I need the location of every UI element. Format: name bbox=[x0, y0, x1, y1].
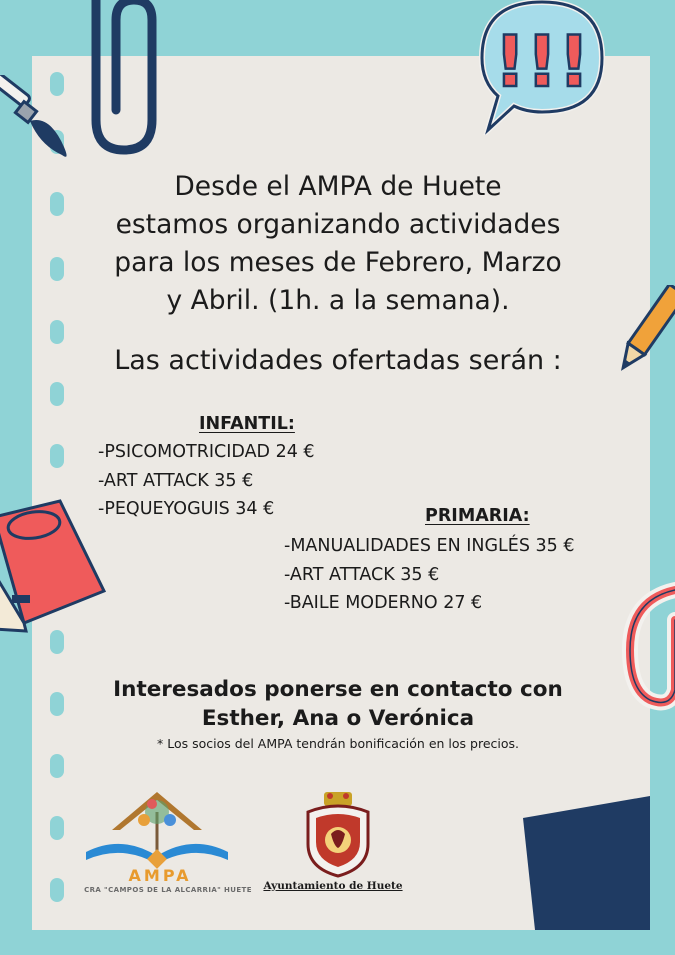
intro-text bbox=[40, 168, 636, 320]
members-note: * Los socios del AMPA tendrán bonificación en los precios. bbox=[157, 736, 519, 751]
speech-bubble-text: !!! bbox=[494, 21, 590, 103]
ampa-logo-icon bbox=[82, 790, 232, 870]
contact-line: Interesados ponerse en contacto con bbox=[113, 677, 563, 702]
notebook-hole bbox=[50, 444, 64, 468]
offered-heading: Las actividades ofertadas serán : bbox=[114, 345, 562, 376]
list-item: -ART ATTACK 35 € bbox=[98, 470, 254, 491]
intro-line: estamos organizando actividades bbox=[115, 209, 561, 240]
primaria-title: PRIMARIA: bbox=[425, 506, 530, 526]
paperclip-icon bbox=[76, 0, 166, 165]
notebook-hole bbox=[50, 382, 64, 406]
list-item: -BAILE MODERNO 27 € bbox=[284, 593, 483, 613]
notebook-hole bbox=[50, 754, 64, 778]
book-icon bbox=[0, 495, 112, 635]
intro-line: y Abril. (1h. a la semana). bbox=[166, 285, 510, 316]
folded-corner-icon bbox=[515, 796, 650, 930]
infantil-title: INFANTIL: bbox=[199, 414, 295, 434]
notebook-hole bbox=[50, 816, 64, 840]
coat-of-arms-icon bbox=[298, 790, 378, 880]
contact-text bbox=[40, 675, 636, 733]
intro-line: Desde el AMPA de Huete bbox=[174, 171, 502, 202]
notebook-hole bbox=[50, 320, 64, 344]
notebook-hole bbox=[50, 878, 64, 902]
ampa-logo-subtitle: CRA "CAMPOS DE LA ALCARRIA" HUETE bbox=[84, 886, 252, 894]
infantil-list bbox=[98, 438, 315, 524]
ayuntamiento-name: Ayuntamiento de Huete bbox=[263, 880, 403, 892]
list-item: -MANUALIDADES EN INGLÉS 35 € bbox=[284, 536, 575, 556]
list-item: -PSICOMOTRICIDAD 24 € bbox=[98, 442, 315, 462]
contact-line: Esther, Ana o Verónica bbox=[201, 706, 475, 731]
primaria-list bbox=[284, 532, 574, 618]
speech-bubble-icon bbox=[478, 0, 608, 135]
paintbrush-icon bbox=[0, 75, 75, 165]
list-item: -ART ATTACK 35 € bbox=[284, 564, 440, 585]
list-item: -PEQUEYOGUIS 34 € bbox=[98, 499, 275, 519]
ampa-logo-name: AMPA bbox=[128, 866, 192, 885]
intro-line: para los meses de Febrero, Marzo bbox=[114, 247, 562, 278]
